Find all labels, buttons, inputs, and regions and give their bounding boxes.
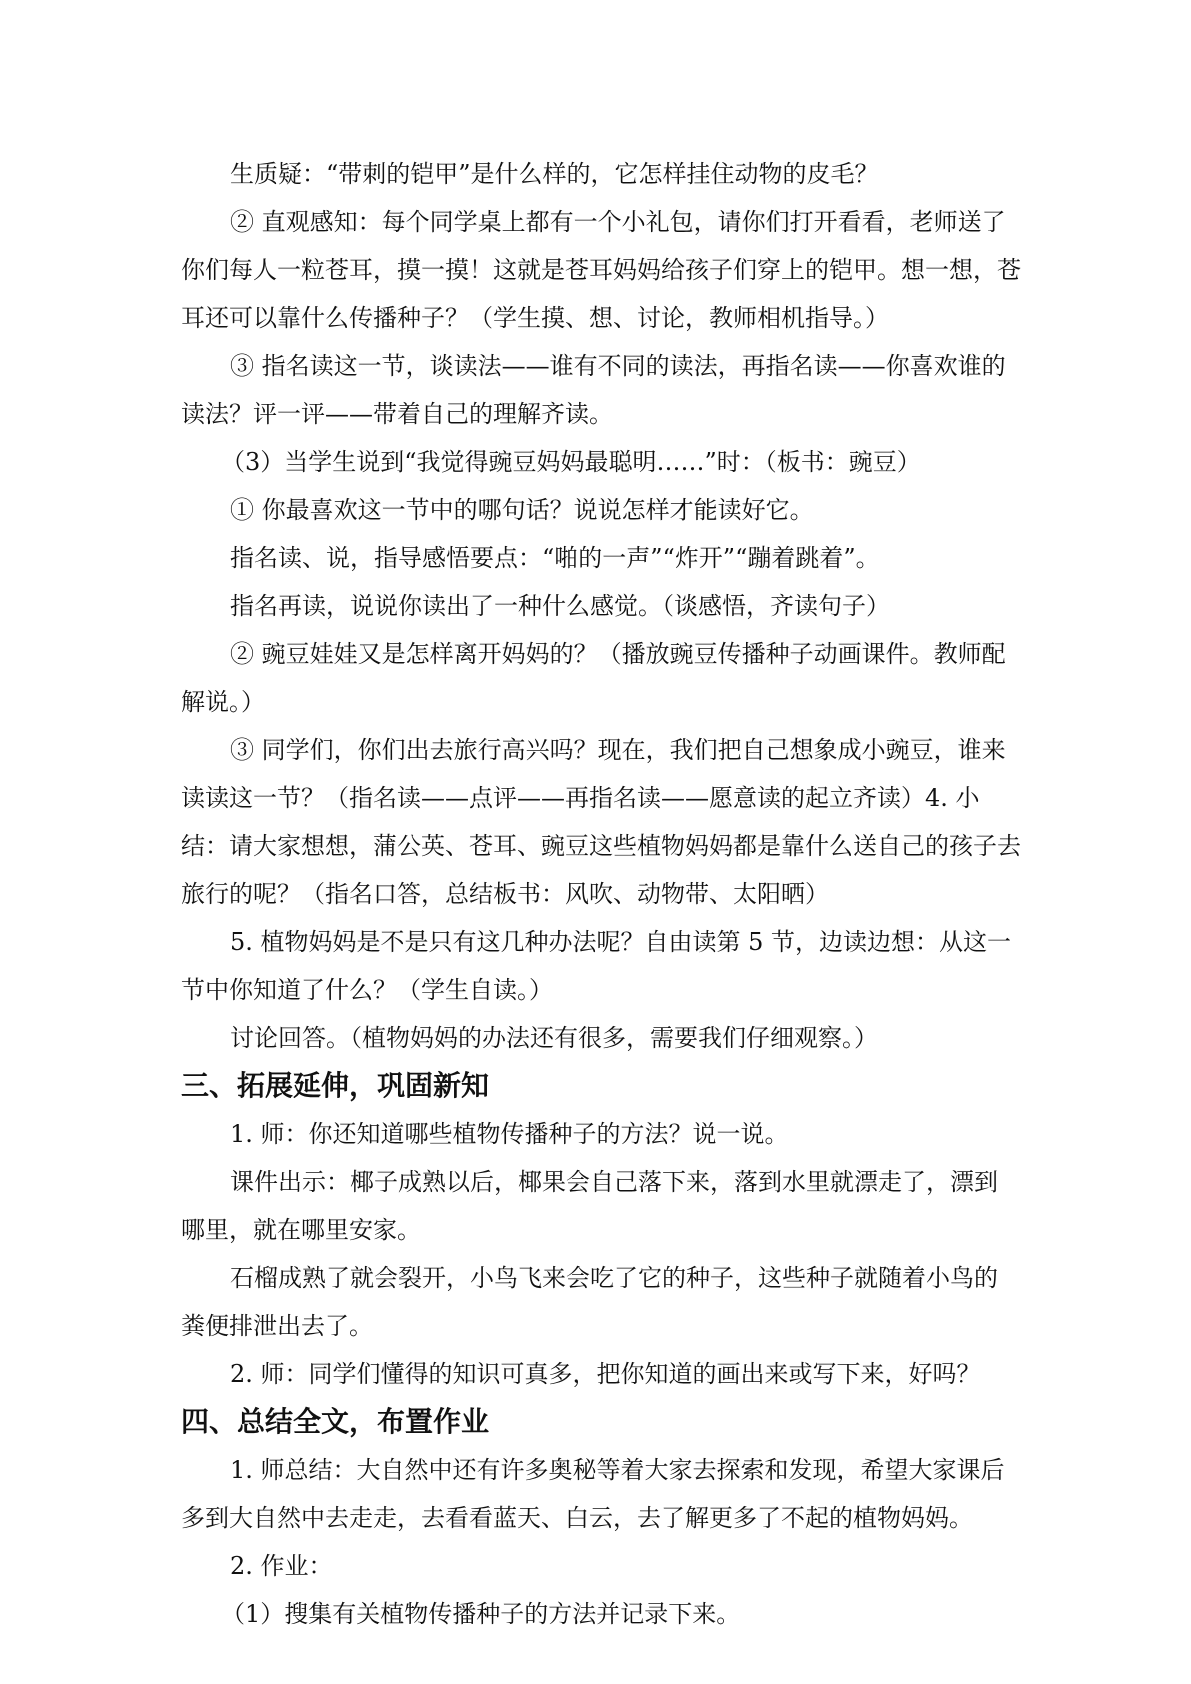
paragraph: 课件出示：椰子成熟以后，椰果会自己落下来，落到水里就漂走了，漂到哪里，就在哪里安家。	[181, 1168, 998, 1244]
paragraph: 指名再读，说说你读出了一种什么感觉。（谈感悟，齐读句子）	[230, 592, 890, 620]
paragraph: 1. 师：你还知道哪些植物传播种子的方法？说一说。	[230, 1120, 789, 1148]
paragraph: 生质疑：“带刺的铠甲”是什么样的，它怎样挂住动物的皮毛？	[230, 160, 879, 188]
section-heading: 四、总结全文，布置作业	[181, 1405, 490, 1438]
paragraph: 5. 植物妈妈是不是只有这几种办法呢？自由读第 5 节，边读边想：从这一节中你知道了什么？（学生自读。）	[181, 928, 1012, 1004]
paragraph: ② 豌豆娃娃又是怎样离开妈妈的？（播放豌豆传播种子动画课件。教师配解说。）	[181, 640, 1006, 716]
paragraph: 石榴成熟了就会裂开，小鸟飞来会吃了它的种子，这些种子就随着小鸟的粪便排泄出去了。	[181, 1264, 998, 1340]
paragraph: 讨论回答。（植物妈妈的办法还有很多，需要我们仔细观察。）	[230, 1024, 878, 1052]
paragraph: 2. 师：同学们懂得的知识可真多，把你知道的画出来或写下来，好吗？	[230, 1360, 981, 1388]
paragraph: ① 你最喜欢这一节中的哪句话？说说怎样才能读好它。	[230, 496, 814, 524]
paragraph: （3）当学生说到“我觉得豌豆妈妈最聪明……”时：（板书：豌豆）	[221, 448, 921, 476]
paragraph: （1）搜集有关植物传播种子的方法并记录下来。	[221, 1600, 741, 1628]
paragraph: 指名读、说，指导感悟要点：“啪的一声”“炸开”“蹦着跳着”。	[230, 544, 880, 572]
paragraph: ③ 指名读这一节，谈读法——谁有不同的读法，再指名读——你喜欢谁的读法？评一评——带着自己的理解齐读。	[181, 352, 1006, 428]
document-body	[181, 150, 1021, 1638]
paragraph: ③ 同学们，你们出去旅行高兴吗？现在，我们把自己想象成小豌豆，谁来读读这一节？（指名读——点评——再指名读——愿意读的起立齐读）4. 小结：请大家想想，蒲公英、苍耳、豌豆这些植物妈妈都是靠什么送自己的孩子去旅行的呢？（指名口答，总结板书：风吹、动物带、太阳晒）	[181, 736, 1021, 908]
section-heading: 三、拓展延伸，巩固新知	[181, 1069, 490, 1102]
paragraph: 2. 作业：	[230, 1552, 333, 1580]
paragraph: ② 直观感知：每个同学桌上都有一个小礼包，请你们打开看看，老师送了你们每人一粒苍耳，摸一摸！这就是苍耳妈妈给孩子们穿上的铠甲。想一想，苍耳还可以靠什么传播种子？（学生摸、想、讨论，教师相机指导。）	[181, 208, 1021, 332]
paragraph: 1. 师总结：大自然中还有许多奥秘等着大家去探索和发现，希望大家课后多到大自然中去走走，去看看蓝天、白云，去了解更多了不起的植物妈妈。	[181, 1456, 1005, 1532]
